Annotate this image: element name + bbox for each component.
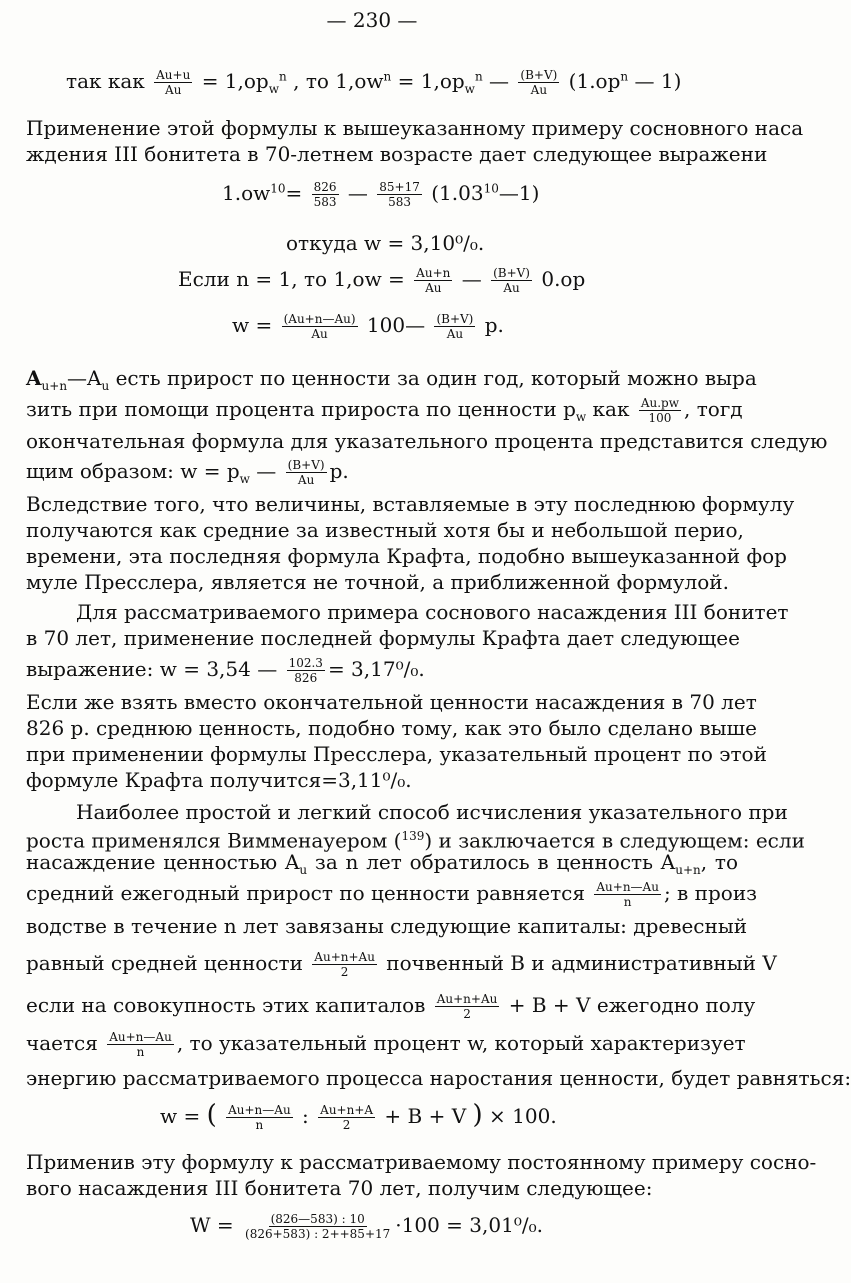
text-line: Наиболее простой и легкий способ исчисления указательного при (76, 800, 788, 824)
text-line: Вследствие того, что величины, вставляемые в эту последнюю формулу (26, 492, 795, 516)
text-line: при применении формулы Пресслера, указательный процент по этой (26, 742, 767, 766)
text-line: времени, эта последняя формула Крафта, подобно вышеуказанной фор (26, 544, 787, 568)
fraction: $\frac{102.3}{826}$ (288, 656, 323, 685)
text-line: выражение: w = 3,54 — $\frac{102.3}{826}$ = 3,17⁰/₀. (26, 656, 425, 685)
text-line: получаются как средние за известный хотя бы и небольшой перио, (26, 518, 744, 542)
fraction: $\frac{(Au+n—Au)}{Au}$ (283, 312, 356, 341)
fraction: $\frac{Au+n—Au}{n}$ (109, 1030, 172, 1059)
page-number: — 230 — (326, 8, 418, 32)
text-line: в 70 лет, применение последней формулы Крафта дает следующее (26, 626, 740, 650)
fraction: $\frac{(826—583) : 10}{(826+583) : 2++85+17}$ (245, 1212, 391, 1241)
text-line: средний ежегодный прирост по ценности равняется $\frac{Au+n—Au}{n}$ ; в произ (26, 880, 758, 909)
text-line: водстве в течение n лет завязаны следующие капиталы: древесный (26, 914, 748, 938)
text-line: Если же взять вместо окончательной ценности насаждения в 70 лет (26, 690, 757, 714)
fraction: $\frac{(B+V)}{Au}$ (287, 458, 325, 487)
text-line: $A_{u+n}—A_u$ есть прирост по ценности за один год, который можно выра (26, 366, 757, 393)
text-line: насаждение ценностью $A_u$ за n лет обратилось в ценность $A_{u+n}$, то (26, 850, 738, 877)
fraction: $\frac{Au.pw}{100}$ (640, 396, 679, 425)
text-line: чается $\frac{Au+n—Au}{n}$ , то указательный процент w, который характеризует (26, 1030, 746, 1059)
formula-text: так как (66, 69, 145, 93)
fraction: $\frac{(B+V)}{Au}$ (520, 68, 558, 97)
formula-5: w = $\frac{(Au+n—Au)}{Au}$ 100— $\frac{(B+V)}{Au}$ p. (232, 312, 504, 341)
fraction: $\frac{Au+n}{Au}$ (416, 266, 451, 295)
text-line: если на совокупность этих капиталов $\frac{Au+n+Au}{2}$ + B + V ежегодно полу (26, 992, 756, 1021)
fraction: $\frac{Au+n+A}{2}$ (320, 1103, 374, 1132)
text-line: формуле Крафта получится=3,11⁰/₀. (26, 768, 412, 792)
formula-6: w = ( $\frac{Au+n—Au}{n}$ : $\frac{Au+n+A}{2}$ + B + V ) × 100. (160, 1100, 557, 1132)
formula-4: Если n = 1, то 1,ow = $\frac{Au+n}{Au}$ — $\frac{(B+V)}{Au}$ 0.op (178, 266, 586, 295)
text-line: щим образом: $w = p_w$ — $\frac{(B+V)}{Au}$ p. (26, 458, 349, 487)
formula-2: $1.ow^{10}=$ $\frac{826}{583}$ — $\frac{85+17}{583}$ (1.03$^{10}$—1) (222, 180, 540, 209)
text-line: Применив эту формулу к рассматриваемому постоянному примеру сосно- (26, 1150, 817, 1174)
fraction: $\frac{Au+n—Au}{n}$ (228, 1103, 291, 1132)
text-line: 826 р. среднюю ценность, подобно тому, как это было сделано выше (26, 716, 757, 740)
formula-1: так как $\frac{Au+u}{Au}$ = $1,op_w^n$ , то $1,ow^n = 1,op_w^n$ — $\frac{(B+V)}{Au}$ ($1.op^n$ — 1) (66, 68, 682, 97)
formula-3: откуда w = 3,10⁰/₀. (286, 231, 485, 255)
fraction: $\frac{Au+n+Au}{2}$ (436, 992, 498, 1021)
text-line: Для рассматриваемого примера соснового насаждения III бонитет (76, 600, 789, 624)
fraction: $\frac{(B+V)}{Au}$ (493, 266, 530, 295)
fraction: $\frac{Au+n+Au}{2}$ (314, 950, 375, 979)
text-line: ждения III бонитета в 70-летнем возрасте дает следующее выражени (26, 142, 768, 166)
text-line: энергию рассматриваемого процесса наростания ценности, будет равняться: (26, 1066, 851, 1090)
fraction: $\frac{Au+n—Au}{n}$ (596, 880, 659, 909)
text-line: равный средней ценности $\frac{Au+n+Au}{2}$ почвенный B и административный V (26, 950, 777, 979)
text-line: роста применялся Вимменауером ($^{139}$) и заключается в следующем: если (26, 828, 805, 853)
fraction: $\frac{85+17}{583}$ (379, 180, 420, 209)
fraction: $\frac{(B+V)}{Au}$ (436, 312, 474, 341)
text-line: муле Пресслера, является не точной, а приближенной формулой. (26, 570, 729, 594)
fraction: $\frac{Au+u}{Au}$ (156, 68, 191, 97)
fraction: $\frac{826}{583}$ (313, 180, 337, 209)
formula-7: W = $\frac{(826—583) : 10}{(826+583) : 2++85+17}$ ·100 = 3,01⁰/₀. (190, 1212, 543, 1241)
text-line: окончательная формула для указательного процента представится следую (26, 429, 828, 453)
text-line: Применение этой формулы к вышеуказанному примеру сосновного наса (26, 116, 804, 140)
text-line: зить при помощи процента прироста по ценности $p_w$ как $\frac{Au.pw}{100}$ , тогд (26, 396, 743, 425)
text-line: вого насаждения III бонитета 70 лет, получим следующее: (26, 1176, 653, 1200)
